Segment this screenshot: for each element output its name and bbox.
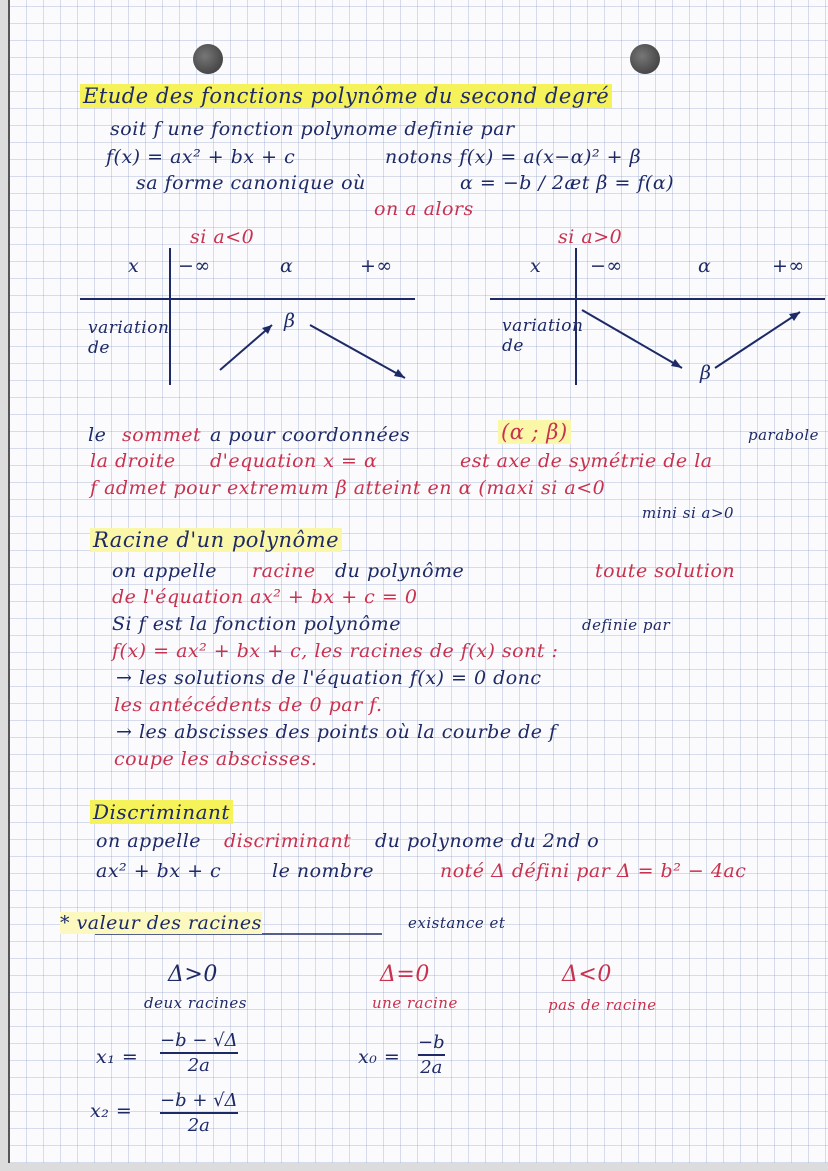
x1-fraction [160, 1030, 238, 1076]
discriminant-line-1c: du polynome du 2nd o [375, 830, 600, 852]
x2-fraction [160, 1090, 238, 1136]
x2-denominator: 2a [187, 1115, 210, 1136]
sommet-line-2c: est axe de symétrie de la [460, 450, 713, 472]
delta-negative-condition: Δ<0 [562, 962, 612, 987]
right-table-plus-inf: +∞ [772, 255, 805, 277]
valeur-heading: * valeur des racines [60, 912, 262, 934]
left-decreasing-arrow [310, 325, 405, 378]
right-decreasing-arrow [582, 310, 682, 368]
right-table-minus-inf: −∞ [590, 255, 623, 277]
right-table-row-label: variation de [502, 316, 584, 356]
intro-line-3: sa forme canonique où [136, 172, 366, 194]
valeur-heading-2: existance et [408, 914, 506, 932]
left-increasing-arrow [220, 325, 272, 370]
sommet-line-2b: d'equation x = α [210, 450, 378, 472]
racine-line-1d: toute solution [595, 560, 736, 582]
left-table-beta: β [284, 310, 296, 332]
sommet-coords: (α ; β) [498, 420, 571, 444]
discriminant-heading: Discriminant [90, 800, 233, 824]
racine-word: racine [252, 560, 316, 582]
right-table-alpha: α [698, 255, 712, 277]
racine-line-3a: Si f est la fonction polynôme [112, 613, 401, 635]
right-table-beta: β [700, 362, 712, 384]
x2-numerator: −b + √Δ [160, 1090, 238, 1111]
racine-line-5: → les solutions de l'équation f(x) = 0 donc [116, 667, 542, 689]
sommet-line-1a: le [88, 424, 107, 446]
right-increasing-arrow [715, 312, 800, 368]
sommet-line-2a: la droite [90, 450, 176, 472]
intro-canonical: notons f(x) = a(x−α)² + β [385, 146, 642, 168]
discriminant-line-2a: ax² + bx + c [96, 860, 222, 882]
racine-line-3b: definie par [582, 616, 671, 634]
delta-zero-condition: Δ=0 [380, 962, 430, 987]
x0-denominator: 2a [420, 1057, 443, 1078]
sommet-line-4: mini si a>0 [642, 504, 735, 522]
discriminant-line-2c: noté Δ défini par Δ = b² − 4ac [440, 860, 747, 882]
x1-numerator: −b − √Δ [160, 1030, 238, 1051]
right-table-condition: si a>0 [558, 226, 623, 248]
notebook-page [8, 0, 828, 1163]
page-title: Etude des fonctions polynôme du second degré [80, 84, 612, 108]
intro-line-1: soit f une fonction polynome definie par [110, 118, 515, 140]
racine-line-2: de l'équation ax² + bx + c = 0 [112, 586, 418, 608]
left-table-row-label: variation de [88, 318, 170, 358]
x0-fraction [418, 1032, 445, 1078]
delta-positive-condition: Δ>0 [168, 962, 218, 987]
left-table-alpha: α [280, 255, 294, 277]
sommet-word: sommet [122, 424, 202, 446]
alpha-definition: α = −b / 2a [460, 172, 577, 194]
delta-positive-text: deux racines [144, 994, 247, 1012]
x0-numerator: −b [418, 1032, 445, 1053]
intro-line-4: on a alors [374, 198, 474, 220]
discriminant-line-1a: on appelle [96, 830, 202, 852]
sommet-line-1c: a pour coordonnées [210, 424, 411, 446]
racine-line-6: les antécédents de 0 par f. [114, 694, 383, 716]
racine-line-4: f(x) = ax² + bx + c, les racines de f(x) sont : [112, 640, 559, 662]
x1-denominator: 2a [187, 1055, 210, 1076]
racine-line-1c: du polynôme [335, 560, 465, 582]
parabole-label: parabole [748, 426, 819, 444]
x1-label: x₁ = [96, 1046, 139, 1068]
sommet-line-3: f admet pour extremum β atteint en α (maxi si a<0 [90, 477, 606, 499]
discriminant-line-2b: le nombre [272, 860, 375, 882]
racine-line-7: → les abscisses des points où la courbe de f [116, 721, 557, 743]
x0-label: x₀ = [358, 1046, 401, 1068]
left-table-minus-inf: −∞ [178, 255, 211, 277]
delta-negative-text: pas de racine [548, 996, 657, 1014]
discriminant-word: discriminant [224, 830, 352, 852]
left-table-x: x [128, 255, 140, 277]
right-table-x: x [530, 255, 542, 277]
delta-zero-text: une racine [372, 994, 458, 1012]
beta-definition: et β = f(α) [570, 172, 675, 194]
left-table-condition: si a<0 [190, 226, 255, 248]
racine-line-1a: on appelle [112, 560, 218, 582]
racine-line-8: coupe les abscisses. [114, 748, 318, 770]
x2-label: x₂ = [90, 1100, 133, 1122]
left-table-plus-inf: +∞ [360, 255, 393, 277]
intro-function: f(x) = ax² + bx + c [106, 146, 296, 168]
racine-heading: Racine d'un polynôme [90, 528, 342, 552]
